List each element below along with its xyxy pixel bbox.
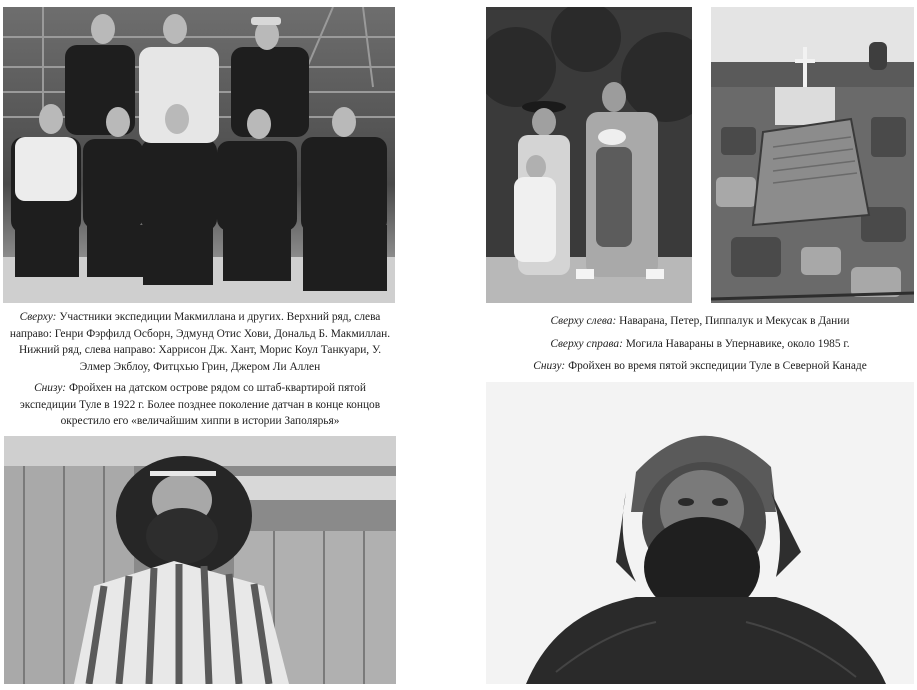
caption-label: Снизу: <box>34 382 67 394</box>
caption-text: Могила Навараны в Упернавике, около 1985 г. <box>625 337 850 350</box>
caption-label: Снизу: <box>533 360 566 372</box>
caption-text: Участники экспедиции Макмиллана и других. Верхний ряд, слева направо: Генри Фэрфилд Осборн, Эдмунд Отис Хови, Дональд Б. Макмиллан. Нижний ряд, слева направо: Харрисон Дж. Хант, Морис Коул Танкуари, У. Элмер Экблоу, Фитцхью Грин, Джером Ли Аллен <box>9 311 391 373</box>
caption-group-photo <box>6 309 394 375</box>
freuchen-canada-portrait <box>486 382 914 684</box>
caption-family-photo <box>500 310 900 333</box>
expedition-group-photo <box>3 7 395 303</box>
caption-label: Сверху: <box>19 311 57 323</box>
caption-label: Сверху слева: <box>550 315 617 327</box>
caption-text: Наварана, Петер, Пиппалук и Мекусак в Дании <box>619 315 850 327</box>
caption-canada-portrait <box>500 355 900 378</box>
caption-text: Фройхен во время пятой экспедиции Туле в Северной Канаде <box>568 360 867 372</box>
navarana-grave-photo <box>711 7 914 303</box>
caption-freuchen-island <box>6 380 394 430</box>
captions-right-page <box>500 310 900 378</box>
freuchen-striped-shirt-photo <box>4 436 396 684</box>
caption-text: Фройхен на датском острове рядом со штаб-квартирой пятой экспедиции Туле в 1922 г. Более позднее поколение датчан в конце концов окрестило его «величайшим хиппи в истории Заполярья» <box>19 382 381 428</box>
family-photo <box>486 7 692 303</box>
caption-label: Сверху справа: <box>550 337 623 350</box>
caption-grave-photo <box>500 333 900 356</box>
